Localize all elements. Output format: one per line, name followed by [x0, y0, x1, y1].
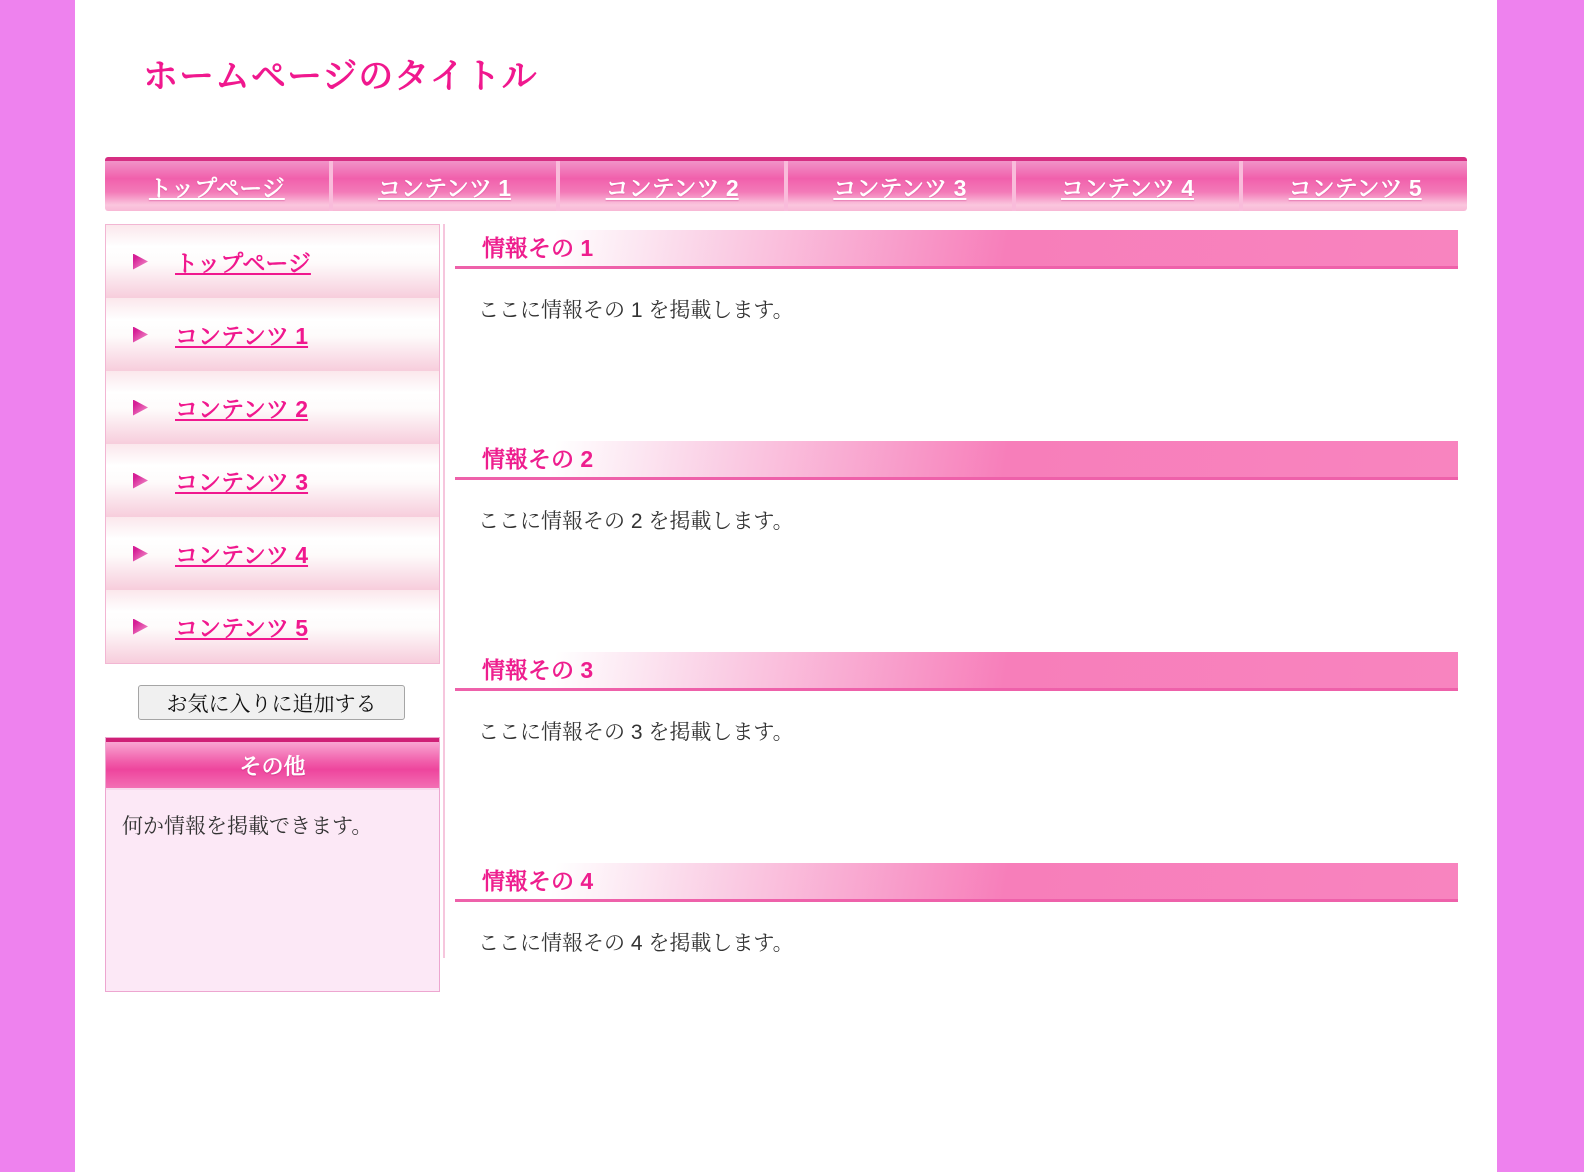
nav-item-label: コンテンツ 4 [1061, 174, 1195, 201]
nav-item-content-3[interactable] [784, 161, 1012, 211]
nav-item-content-2[interactable] [556, 161, 784, 211]
sidebar-item-label: コンテンツ 2 [175, 396, 309, 422]
section-body: ここに情報その 2 を掲載します。 [478, 510, 794, 533]
sidebar-item-content-5[interactable] [106, 590, 439, 663]
sidebar-item-label: コンテンツ 1 [175, 323, 309, 349]
section-body: ここに情報その 1 を掲載します。 [478, 299, 794, 322]
nav-item-content-5[interactable] [1239, 161, 1467, 211]
nav-item-label: コンテンツ 2 [605, 174, 739, 201]
sidebar-item-content-1[interactable] [106, 298, 439, 371]
nav-item-label: コンテンツ 1 [377, 174, 512, 201]
arrow-right-icon [133, 254, 148, 270]
section-heading: 情報その 3 [455, 652, 1458, 691]
sidebar-item-content-3[interactable] [106, 444, 439, 517]
other-info-title: その他 [239, 753, 306, 779]
arrow-right-icon [133, 327, 148, 343]
other-info-body: 何か情報を掲載できます。 [122, 815, 373, 838]
sidebar-menu [105, 224, 440, 664]
other-info-box [105, 737, 440, 992]
sidebar-item-content-4[interactable] [106, 517, 439, 590]
main-content [443, 224, 1458, 958]
page-title: ホームページのタイトル [143, 57, 538, 97]
nav-item-label: コンテンツ 3 [833, 174, 967, 201]
nav-item-label: コンテンツ 5 [1288, 174, 1422, 201]
page-container [75, 0, 1497, 1172]
nav-item-content-4[interactable] [1012, 161, 1240, 211]
nav-item-top-page[interactable] [105, 161, 329, 211]
arrow-right-icon [133, 619, 148, 635]
nav-item-label: トップページ [148, 174, 285, 201]
section-body: ここに情報その 4 を掲載します。 [478, 932, 794, 955]
nav-item-content-1[interactable] [329, 161, 557, 211]
section-heading: 情報その 1 [455, 230, 1458, 269]
section-heading: 情報その 4 [455, 863, 1458, 902]
add-to-favorites-button[interactable]: お気に入りに追加する [138, 685, 405, 720]
info-section-2 [455, 441, 1458, 536]
sidebar-item-label: コンテンツ 4 [175, 542, 309, 568]
arrow-right-icon [133, 546, 148, 562]
sidebar-item-label: トップページ [175, 250, 311, 276]
arrow-right-icon [133, 473, 148, 489]
info-section-3 [455, 652, 1458, 747]
sidebar-item-content-2[interactable] [106, 371, 439, 444]
sidebar-item-top-page[interactable] [106, 225, 439, 298]
sidebar-item-label: コンテンツ 5 [175, 615, 309, 641]
top-navigation [105, 157, 1467, 211]
section-body: ここに情報その 3 を掲載します。 [478, 721, 794, 744]
info-section-4 [455, 863, 1458, 958]
section-heading: 情報その 2 [455, 441, 1458, 480]
other-info-header [106, 738, 439, 790]
sidebar-item-label: コンテンツ 3 [175, 469, 309, 495]
arrow-right-icon [133, 400, 148, 416]
info-section-1 [455, 230, 1458, 325]
